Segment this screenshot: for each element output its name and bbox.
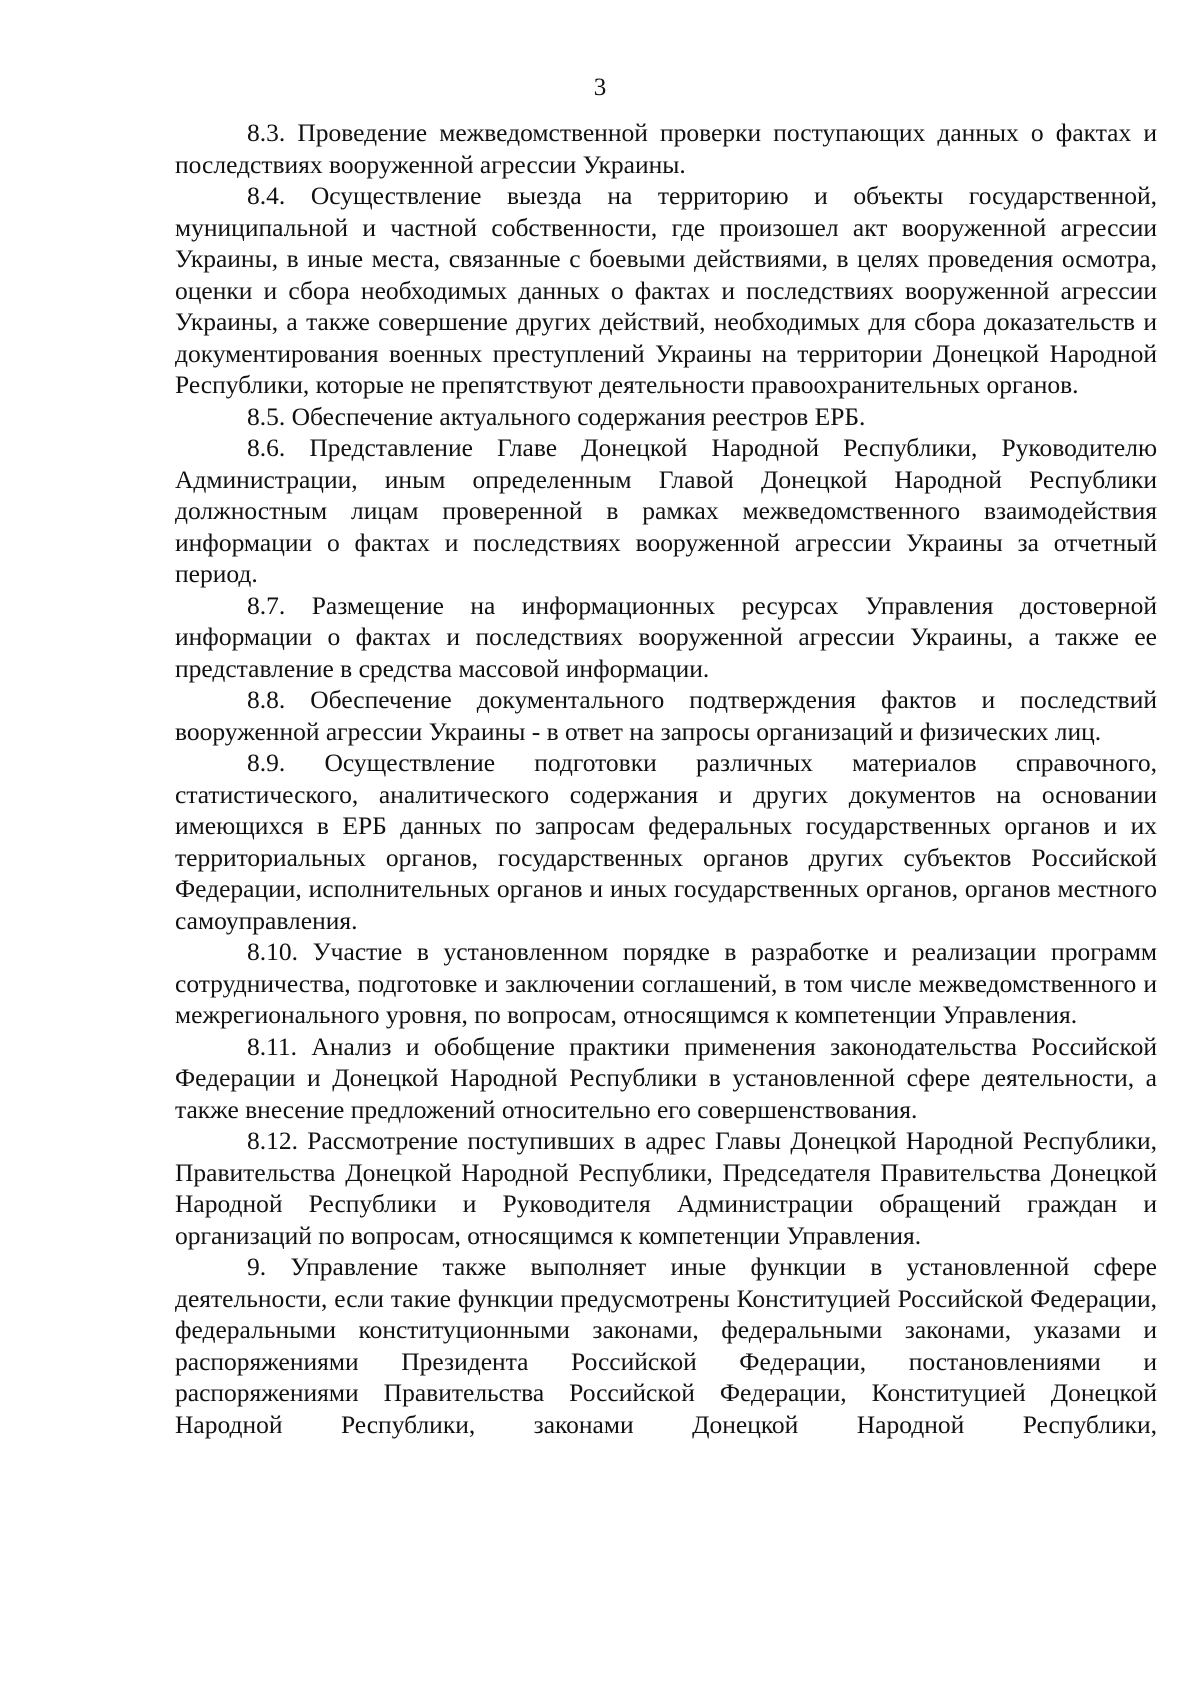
paragraph-8-10: 8.10. Участие в установленном порядке в разработке и реализации программ сотрудничества, подготовке и заключении соглашений, в том числе межведомственного и межрегионального уровня, по вопросам, относящимся к компетенции Управления. bbox=[175, 937, 1157, 1029]
paragraph-8-4: 8.4. Осуществление выезда на территорию и объекты государственной, муниципальной и частной собственности, где произошел акт вооруженной агрессии Украины, в иные места, связанные с боевыми действиями, в целях проведения осмотра, оценки и сбора необходимых данных о фактах и последствиях вооруженной агрессии Украины, а также совершение других действий, необходимых для сбора доказательств и документирования военных преступлений Украины на территории Донецкой Народной Республики, которые не препятствуют деятельности правоохранительных органов. bbox=[175, 181, 1157, 399]
paragraph-9: 9. Управление также выполняет иные функции в установленной сфере деятельности, если такие функции предусмотрены Конституцией Российской Федерации, федеральными конституционными законами, федеральными законами, указами и распоряжениями Президента Российской Федерации, постановлениями и распоряжениями Правительства Российской Федерации, Конституцией Донецкой Народной Республики, законами Донецкой Народной Республики, bbox=[175, 1252, 1157, 1439]
paragraph-8-12: 8.12. Рассмотрение поступивших в адрес Главы Донецкой Народной Республики, Правительства Донецкой Народной Республики, Председателя Правительства Донецкой Народной Республики и Руководителя Администрации обращений граждан и организаций по вопросам, относящимся к компетенции Управления. bbox=[175, 1126, 1157, 1250]
paragraph-8-3: 8.3. Проведение межведомственной проверки поступающих данных о фактах и последствиях вооруженной агрессии Украины. bbox=[175, 118, 1157, 179]
paragraph-8-5: 8.5. Обеспечение актуального содержания реестров ЕРБ. bbox=[247, 401, 866, 431]
paragraph-8-9: 8.9. Осуществление подготовки различных материалов справочного, статистического, аналитического содержания и других документов на основании имеющихся в ЕРБ данных по запросам федеральных государственных органов и их территориальных органов, государственных органов других субъектов Российской Федерации, исполнительных органов и иных государственных органов, органов местного самоуправления. bbox=[175, 748, 1157, 935]
paragraph-8-11: 8.11. Анализ и обобщение практики применения законодательства Российской Федерации и Донецкой Народной Республики в установленной сфере деятельности, а также внесение предложений относительно его совершенствования. bbox=[175, 1031, 1157, 1124]
page-number: 3 bbox=[593, 74, 607, 101]
document-body bbox=[175, 117, 1157, 1440]
paragraph-8-8: 8.8. Обеспечение документального подтверждения фактов и последствий вооруженной агрессии Украины - в ответ на запросы организаций и физических лиц. bbox=[175, 685, 1157, 746]
paragraph-8-7: 8.7. Размещение на информационных ресурсах Управления достоверной информации о фактах и последствиях вооруженной агрессии Украины, а также ее представление в средства массовой информации. bbox=[175, 590, 1157, 683]
paragraph-8-6: 8.6. Представление Главе Донецкой Народной Республики, Руководителю Администрации, иным определенным Главой Донецкой Народной Республики должностным лицам проверенной в рамках межведомственного взаимодействия информации о фактах и последствиях вооруженной агрессии Украины за отчетный период. bbox=[175, 433, 1157, 588]
